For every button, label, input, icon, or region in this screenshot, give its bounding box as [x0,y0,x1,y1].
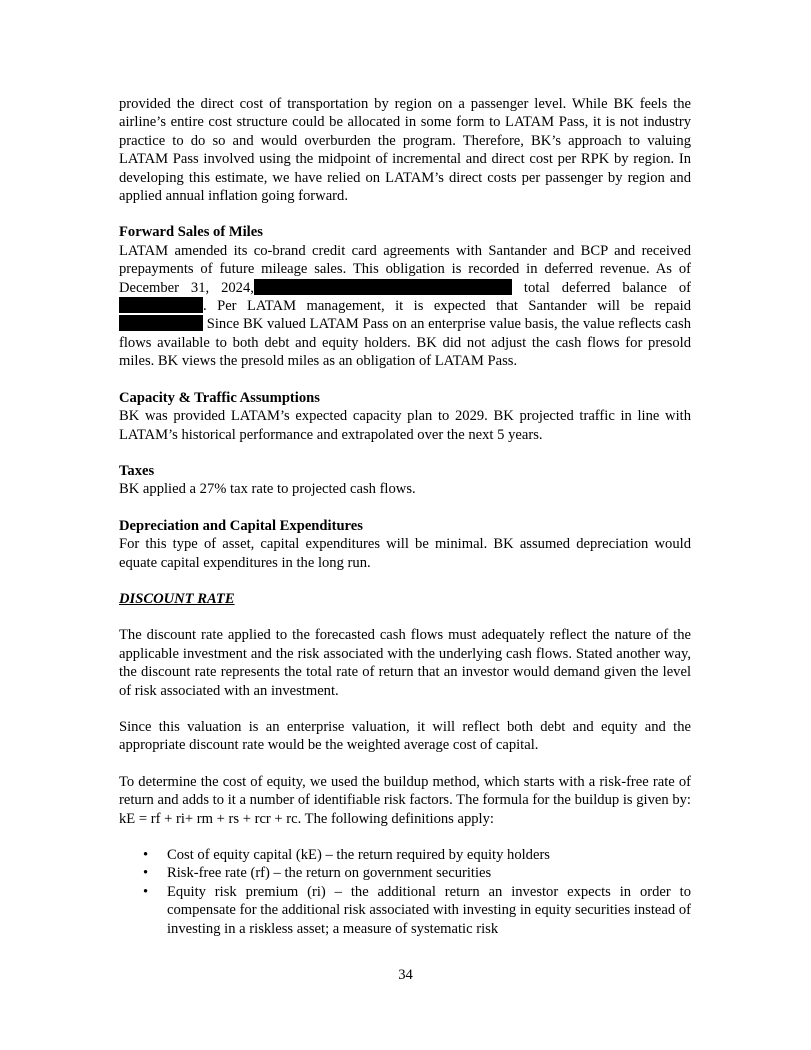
taxes-heading: Taxes [119,462,155,479]
list-item: • Risk-free rate (rf) – the return on government securities [167,864,691,882]
taxes-paragraph: BK applied a 27% tax rate to projected cash flows. [119,481,416,498]
discount-paragraph-2: Since this valuation is an enterprise valuation, it will reflect both debt and equity and the appropriate discount rate would be the weighted average cost of capital. [119,718,691,754]
discount-rate-heading: DISCOUNT RATE [119,590,235,607]
redaction-box [119,297,203,313]
forward-sales-heading: Forward Sales of Miles [119,224,263,241]
discount-paragraph-1: The discount rate applied to the forecasted cash flows must adequately reflect the nature of the applicable investment and the risk associated with the underlying cash flows. Stated another way, the discount rate represents the total rate of return that an investor would demand given the level of risk associated with an investment. [119,627,691,699]
document-page [119,95,691,938]
definitions-list [119,846,691,938]
discount-paragraph-3: To determine the cost of equity, we used the buildup method, which starts with a risk-free rate of return and adds to it a number of identifiable risk factors. The formula for the buildup is given by: kE = rf + ri+ rm + rs + rcr + rc. The following definitions apply: [119,773,691,827]
list-item: • Equity risk premium (ri) – the additional return an investor expects in order to compensate for the additional risk associated with investing in equity securities instead of investing in a riskless asset; a measure of systematic risk [167,883,691,938]
page-number: 34 [398,967,413,983]
list-item: • Cost of equity capital (kE) – the return required by equity holders [167,846,691,864]
depreciation-heading: Depreciation and Capital Expenditures [119,517,363,534]
capacity-heading: Capacity & Traffic Assumptions [119,389,320,406]
depreciation-paragraph: For this type of asset, capital expenditures will be minimal. BK assumed depreciation would equate capital expenditures in the long run. [119,536,691,571]
capacity-paragraph: BK was provided LATAM’s expected capacity plan to 2029. BK projected traffic in line with LATAM’s historical performance and extrapolated over the next 5 years. [119,408,691,443]
redaction-box [254,279,512,295]
redaction-box [119,315,203,331]
intro-paragraph: provided the direct cost of transportation by region on a passenger level. While BK feels the airline’s entire cost structure could be allocated in some form to LATAM Pass, it is not industry practice to do so and would overburden the program. Therefore, BK’s approach to valuing LATAM Pass involved using the midpoint of incremental and direct cost per RPK by region. In developing this estimate, we have relied on LATAM’s direct costs per passenger by region and applied annual inflation going forward. [119,96,691,205]
forward-sales-paragraph: LATAM amended its co-brand credit card agreements with Santander and BCP and received prepayments of future mileage sales. This obligation is recorded in deferred revenue. As of December 31, 2024, total deferred balance of. Per LATAM management, it is expected that Santander will be repaid Since BK valued LATAM Pass on an enterprise value basis, the value reflects cash flows available to both debt and equity holders. BK did not adjust the cash flows for presold miles. BK views the presold miles as an obligation of LATAM Pass. [119,242,691,370]
